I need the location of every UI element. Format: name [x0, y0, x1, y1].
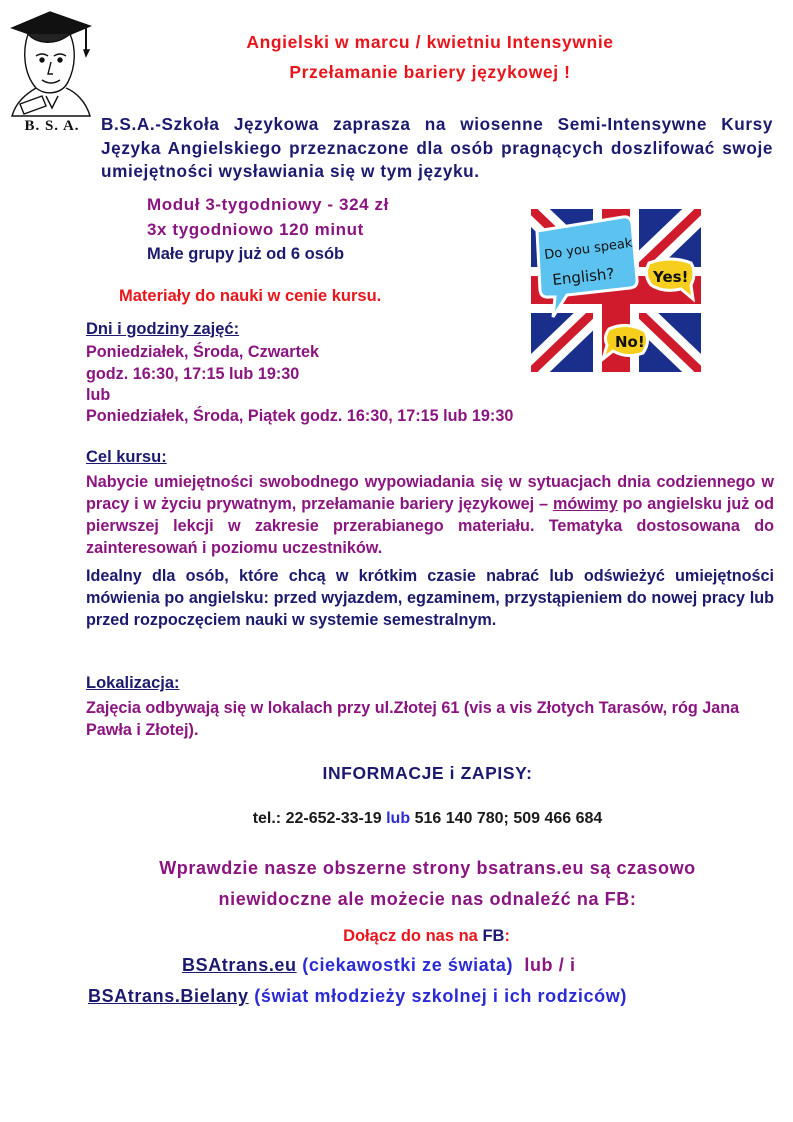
materials-note: Materiały do nauki w cenie kursu.: [119, 287, 382, 305]
module-price: Moduł 3-tygodniowy - 324 zł: [147, 195, 389, 214]
headline: Angielski w marcu / kwietniu Intensywnie: [246, 32, 614, 52]
location-text: Zajęcia odbywają się w lokalach przy ul.Złotej 61 (vis a vis Złotych Tarasów, róg Jana Pawła i Złotej).: [86, 699, 740, 739]
bubble-text-1: Do you speak: [543, 235, 634, 263]
intro-paragraph: B.S.A.-Szkoła Językowa zaprasza na wiosenne Semi-Intensywne Kursy Języka Angielskiego przeznaczone dla osób pragnących doszlifować swoje umiejętności wysławiania się w tym języku.: [101, 114, 773, 181]
target-audience-paragraph: Idealny dla osób, które chcą w krótkim czasie nabrać lub odświeżyć umiejętności mówienia po angielsku: przed wyjazdem, egzaminem, przystąpieniem do nowej pracy lub przed rozpoczęciem nauki w systemie semestralnym.: [86, 567, 774, 629]
website-note-line: niewidoczne ale możecie nas odnaleźć na FB:: [218, 889, 637, 909]
phone-primary: tel.: 22-652-33-19: [252, 810, 382, 827]
schedule-heading: Dni i godziny zajęć:: [86, 320, 240, 338]
schedule-line: lub: [86, 386, 111, 404]
phone-line: [0, 810, 793, 828]
subheadline: Przełamanie bariery językowej !: [289, 62, 571, 82]
module-frequency: 3x tygodniowo 120 minut: [147, 220, 364, 239]
schedule-line: Poniedziałek, Środa, Czwartek: [86, 343, 319, 361]
fb-link-bsatrans-bielany[interactable]: BSAtrans.Bielany: [88, 986, 249, 1006]
graduate-illustration: [6, 4, 94, 136]
fb-separator: lub / i: [524, 955, 576, 975]
phone-or: lub: [386, 810, 411, 827]
logo-text: B. S. A.: [24, 118, 80, 134]
fb-link-row: [182, 955, 576, 976]
bubble-no-text: No!: [615, 333, 645, 351]
join-fb: FB: [482, 927, 505, 945]
bubble-text-2: English?: [551, 264, 616, 289]
fb-link-description: (ciekawostki ze świata): [302, 955, 514, 975]
speech-bubble-no: [603, 325, 648, 359]
website-note-line: Wprawdzie nasze obszerne strony bsatrans.eu są czasowo: [159, 858, 696, 878]
schedule-line: Poniedziałek, Środa, Piątek godz. 16:30, 17:15 lub 19:30: [86, 407, 514, 425]
goal-text: Nabycie umiejętności swobodnego wypowiadania się w sytuacjach dnia codziennego w pracy i w życiu prywatnym, przełamanie bariery językowej –: [86, 473, 774, 513]
schedule-line: godz. 16:30, 17:15 lub 19:30: [86, 365, 300, 383]
goal-paragraph: [86, 471, 774, 559]
fb-link-description: (świat młodzieży szkolnej i ich rodziców): [254, 986, 627, 1006]
join-colon: :: [504, 927, 510, 945]
fb-link-row: [88, 986, 627, 1007]
module-group-size: Małe grupy już od 6 osób: [147, 245, 345, 263]
bubble-yes-text: Yes!: [653, 268, 689, 286]
location-heading: Lokalizacja:: [86, 674, 180, 692]
goal-emphasis-link: mówimy: [552, 495, 618, 513]
logo: [6, 4, 94, 136]
goal-text: po angielsku już od pierwszej lekcji w zakresie przerabianego materiału. Tematyka dostosowana do zainteresowań i poziomu uczestników.: [86, 495, 775, 557]
goal-heading: Cel kursu:: [86, 448, 167, 466]
join-prefix: Dołącz do nas na: [343, 927, 478, 945]
contact-heading: INFORMACJE i ZAPISY:: [322, 763, 533, 783]
join-facebook: [0, 927, 793, 946]
union-jack-speech-bubbles-image: [531, 209, 701, 372]
fb-link-bsatrans-eu[interactable]: BSAtrans.eu: [182, 955, 297, 975]
phone-mobiles: 516 140 780; 509 466 684: [414, 810, 603, 827]
